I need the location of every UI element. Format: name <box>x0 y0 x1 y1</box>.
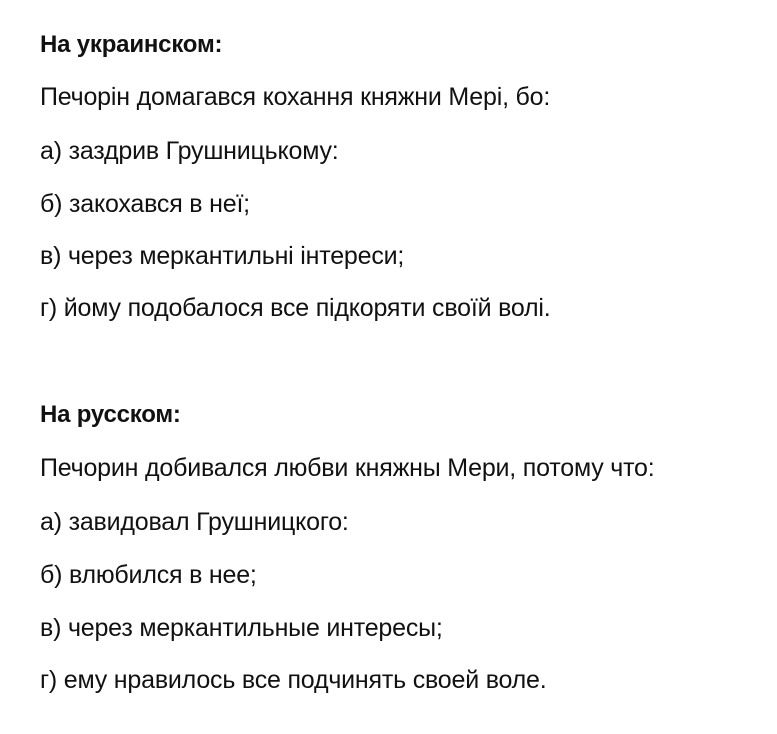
ukrainian-option-b: б) закохався в неї; <box>40 190 250 218</box>
ukrainian-heading: На украинском: <box>40 31 223 58</box>
russian-option-d: г) ему нравилось все подчинять своей воле. <box>40 666 547 694</box>
russian-option-b: б) влюбился в нее; <box>40 561 257 589</box>
ukrainian-option-d: г) йому подобалося все підкоряти своїй волі. <box>40 294 551 322</box>
russian-heading: На русском: <box>40 401 181 428</box>
ukrainian-option-a: а) заздрив Грушницькому: <box>40 137 339 165</box>
russian-question: Печорин добивался любви княжны Мери, потому что: <box>40 454 655 482</box>
russian-option-c: в) через меркантильные интересы; <box>40 614 443 642</box>
russian-option-a: а) завидовал Грушницкого: <box>40 508 349 536</box>
ukrainian-question: Печорін домагався кохання княжни Мері, бо: <box>40 83 551 111</box>
ukrainian-option-c: в) через меркантильні інтереси; <box>40 242 405 270</box>
